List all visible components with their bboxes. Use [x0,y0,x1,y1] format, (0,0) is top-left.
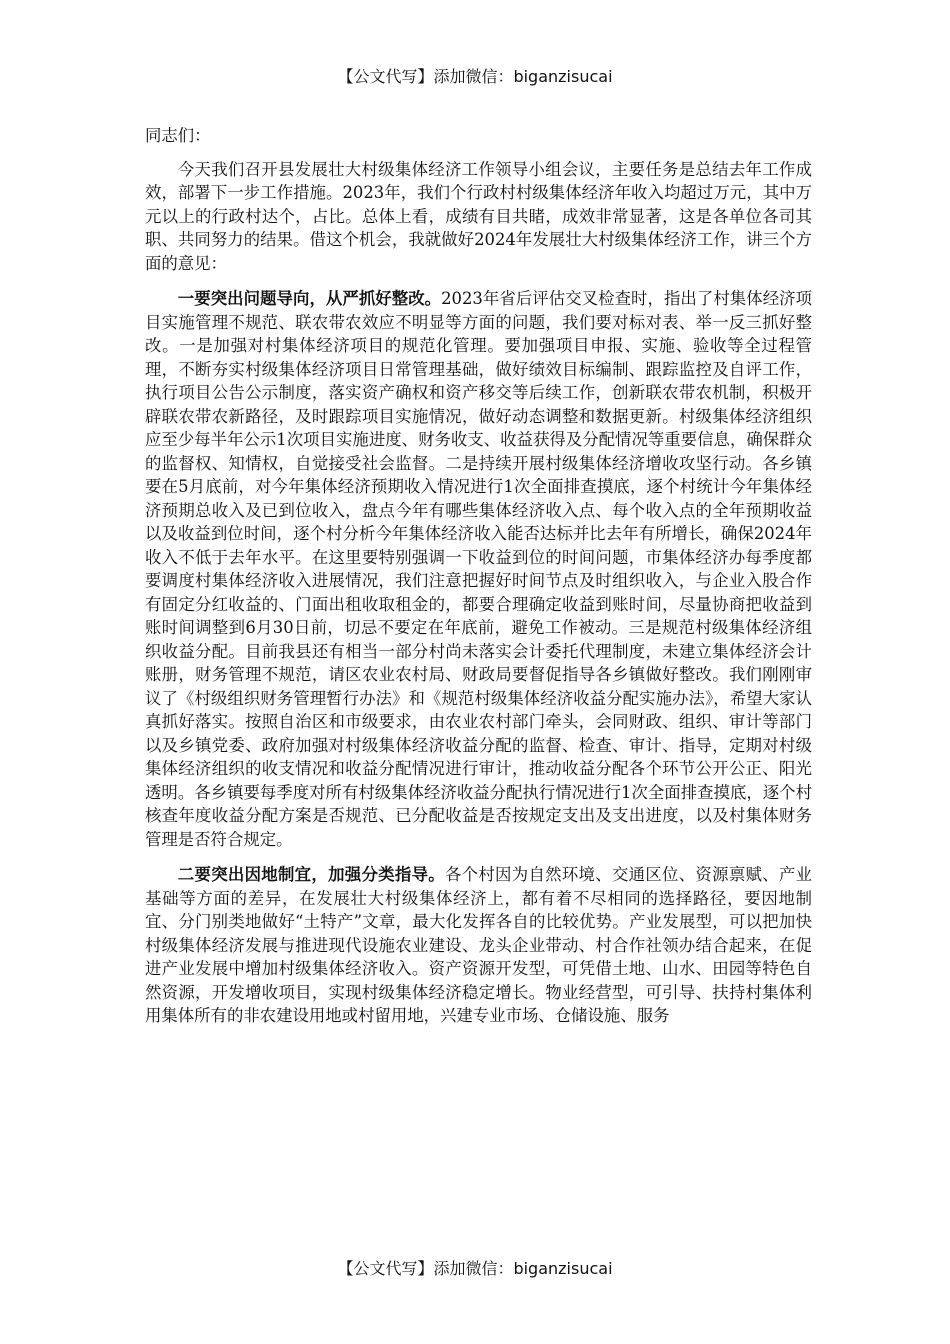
page-footer: 【公文代写】添加微信：biganzisucai [337,1259,613,1278]
section-2-body: 各个村因为自然环境、交通区位、资源禀赋、产业基础等方面的差异，在发展壮大村级集体经济上，都有着不尽相同的选择路径，要因地制宜、分门别类地做好“土特产”文章，最大化发挥各自的比较优势。产业发展型，可以把加快村级集体经济发展与推进现代设施农业建设、龙头企业带动、村合作社领办结合起来，在促进产业发展中增加村级集体经济收入。资产资源开发型，可凭借土地、山水、田园等特色自然资源，开发增收项目，实现村级集体经济稳定增长。物业经营型，可引导、扶持村集体利用集体所有的非农建设用地或村留用地，兴建专业市场、仓储设施、服务 [145,865,813,1025]
section-1-paragraph [145,287,812,851]
document-body [145,124,812,1040]
section-2-paragraph [145,863,812,1028]
intro-paragraph: 今天我们召开县发展壮大村级集体经济工作领导小组会议，主要任务是总结去年工作成效，部署下一步工作措施。2023年，我们个行政村村级集体经济年收入均超过万元，其中万元以上的行政村达个，占比。总体上看，成绩有目共睹，成效非常显著，这是各单位各司其职、共同努力的结果。借这个机会，我就做好2024年发展壮大村级集体经济工作，讲三个方面的意见： [145,159,812,273]
page-header: 【公文代写】添加微信：biganzisucai [337,67,613,86]
section-1-body: 2023年省后评估交叉检查时，指出了村集体经济项目实施管理不规范、联农带农效应不明显等方面的问题，我们要对标对表、举一反三抓好整改。一是加强对村集体经济项目的规范化管理。要加强项目申报、实施、验收等全过程管理，不断夯实村级集体经济项目日常管理基础，做好绩效目标编制、跟踪监控及自评工作，执行项目公告公示制度，落实资产确权和资产移交等后续工作，创新联农带农机制，积极开辟联农带农新路径，及时跟踪项目实施情况，做好动态调整和数据更新。村级集体经济组织应至少每半年公示1次项目实施进度、财务收支、收益获得及分配情况等重要信息，确保群众的监督权、知情权，自觉接受社会监督。二是持续开展村级集体经济增收攻坚行动。各乡镇要在5月底前，对今年集体经济预期收入情况进行1次全面排查摸底，逐个村统计今年集体经济预期总收入及已到位收入，盘点今年有哪些集体经济收入点、每个收入点的全年预期收益以及收益到位时间，逐个村分析今年集体经济收入能否达标并比去年有所增长，确保2024年收入不低于去年水平。在这里要特别强调一下收益到位的时间问题，市集体经济办每季度都要调度村集体经济收入进展情况，我们注意把握好时间节点及时组织收入，与企业入股合作有固定分红收益的、门面出租收取租金的，都要合理确定收益到账时间，尽量协商把收益到账时间调整到6月30日前，切忌不要定在年底前，避免工作被动。三是规范村级集体经济组织收益分配。目前我县还有相当一部分村尚未落实会计委托代理制度，未建立集体经济会计账册，财务管理不规范，请区农业农村局、财政局要督促指导各乡镇做好整改。我们刚刚审议了《村级组织财务管理暂行办法》和《规范村级集体经济收益分配实施办法》，希望大家认真抓好落实。按照自治区和市级要求，由农业农村部门牵头，会同财政、组织、审计等部门以及乡镇党委、政府加强对村级集体经济收益分配的监督、检查、审计、指导，定期对村级集体经济组织的收支情况和收益分配情况进行审计，推动收益分配各个环节公开公正、阳光透明。各乡镇要每季度对所有村级集体经济收益分配执行情况进行1次全面排查摸底，逐个村核查年度收益分配方案是否规范、已分配收益是否按规定支出及支出进度，以及村集体财务管理是否符合规定。 [145,289,812,849]
section-2-heading: 二要突出因地制宜，加强分类指导。 [177,865,445,884]
section-1-heading: 一要突出问题导向，从严抓好整改。 [177,289,442,308]
salutation: 同志们： [145,126,211,145]
